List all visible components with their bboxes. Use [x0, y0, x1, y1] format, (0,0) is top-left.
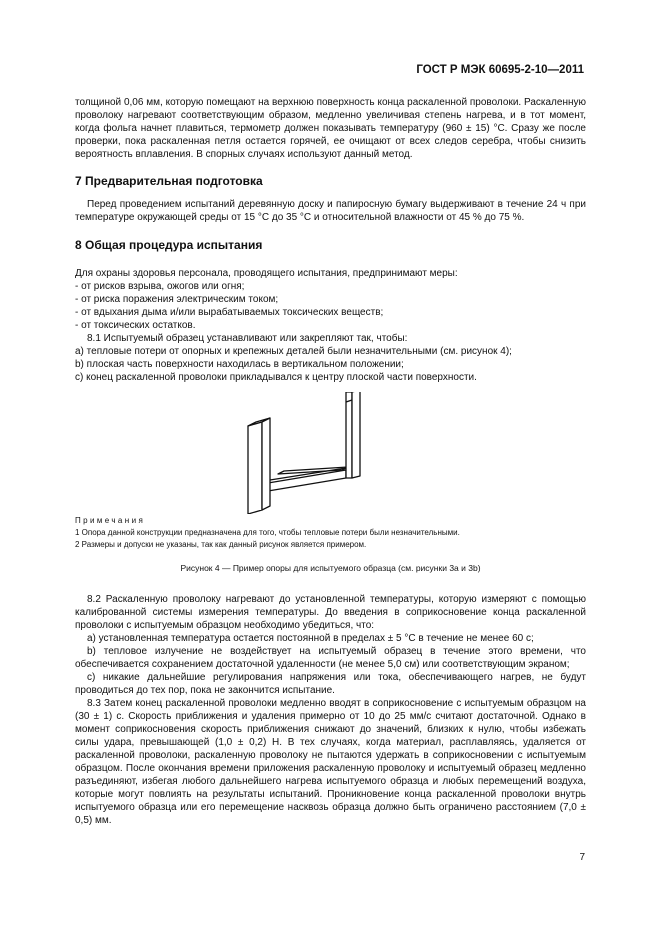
support-left-upright	[248, 422, 262, 514]
note-item: 2 Размеры и допуски не указаны, так как данный рисунок является примером.	[75, 540, 367, 549]
section-8-line: b) плоская часть поверхности находилась в вертикальном положении;	[75, 359, 404, 370]
section-8-line: - от риска поражения электрическим током;	[75, 294, 279, 305]
note-item: 1 Опора данной конструкции предназначена для того, чтобы тепловые потери были незначительными.	[75, 528, 460, 537]
section-8-line: - от рисков взрыва, ожогов или огня;	[75, 281, 245, 292]
p82-intro: 8.2 Раскаленную проволоку нагревают до установленной температуры, которую измеряют с помощью калиброванной системы измерения температуры. До введения в соприкосновение конца раскаленной проволоки с испытуемым образцом необходимо убедиться, что:	[75, 594, 586, 631]
section-8-line: - от вдыхания дыма и/или вырабатываемых токсических веществ;	[75, 307, 384, 318]
p82-item-a: a) установленная температура остается постоянной в пределах ± 5 °С в течение не менее 60 с;	[87, 633, 534, 644]
section-7-title: 7 Предварительная подготовка	[75, 174, 263, 188]
support-right-upright	[346, 392, 352, 478]
support-bottom-front-face	[262, 470, 346, 492]
document-header: ГОСТ Р МЭК 60695-2-10—2011	[416, 64, 584, 76]
figure-4-support-drawing	[242, 392, 392, 514]
intro-paragraph: толщиной 0,06 мм, которую помещают на верхнюю поверхность конца раскаленной проволоки. Раскаленную проволоку нагревают соответствующим образом, медленно увеличивая степень нагрева, и в тот момент, когда фольга начнет плавиться, термометр должен показывать температуру (960 ± 15) °С. Сразу же после проверки, пока раскаленная петля остается горячей, ее очищают от всех следов серебра, чтобы снизить вероятность вплавления. В спорных случаях используют данный метод.	[75, 97, 586, 160]
p82-item-c: c) никакие дальнейшие регулирования напряжения или тока, обеспечивающего нагрев, не будут проводиться до тех пор, пока не закончится испытание.	[75, 672, 586, 696]
notes-block	[75, 515, 586, 551]
support-right-upright-face	[352, 392, 360, 478]
section-8-2-block	[75, 593, 586, 827]
section-8-title: 8 Общая процедура испытания	[75, 238, 263, 252]
section-8-line: Для охраны здоровья персонала, проводящего испытания, предпринимают меры:	[75, 268, 458, 279]
intro-block	[75, 96, 586, 161]
figure-4-caption: Рисунок 4 — Пример опоры для испытуемого образца (см. рисунки 3а и 3b)	[180, 563, 481, 573]
section-8-line: 8.1 Испытуемый образец устанавливают или закрепляют так, чтобы:	[87, 333, 408, 344]
section-8-line: c) конец раскаленной проволоки прикладывался к центру плоской части поверхности.	[75, 372, 477, 383]
section-7-block	[75, 198, 586, 224]
section-8-block	[75, 267, 586, 384]
section-8-line: - от токсических остатков.	[75, 320, 196, 331]
p83-paragraph: 8.3 Затем конец раскаленной проволоки медленно вводят в соприкосновение с испытуемым образцом на (30 ± 1) с. Скорость приближения и удаления примерно от 10 до 25 мм/с считают достаточной. Однако в момент соприкосновения скорость приближения снижают до значений, близких к нулю, чтобы избежать силы удара, превышающей (1,0 ± 0,2) Н. В тех случаях, когда материал, расплавляясь, удаляется от раскаленной проволоки, раскаленную проволоку не пытаются удержать в соприкосновении с испытуемым образцом. После окончания времени приложения раскаленную проволоку и испытуемый образец медленно разъединяют, избегая любого дальнейшего нагрева испытуемого образца и любых перемещений воздуха, которые могут повлиять на результаты испытаний. Проникновение конца раскаленной проволоки внутрь испытуемого образца или его перемещение насквозь образца должно быть ограничено расстоянием (7,0 ± 0,5) мм.	[75, 698, 586, 826]
section-7-paragraph: Перед проведением испытаний деревянную доску и папиросную бумагу выдерживают в течение 24 ч при температуре окружающей среды от 15 °С до 35 °С и относительной влажности от 45 % до 75 %.	[75, 199, 586, 223]
section-8-line: a) тепловые потери от опорных и крепежных деталей были незначительными (см. рисунок 4);	[75, 346, 512, 357]
p82-item-b: b) тепловое излучение не воздействует на испытуемый образец в течение этого времени, что обеспечивается сохранением достаточной удаленности (не менее 5,0 см) или соответствующим экраном;	[75, 646, 586, 670]
notes-heading: Примечания	[75, 516, 146, 525]
support-left-upright-face	[262, 418, 270, 510]
page-number: 7	[579, 852, 585, 863]
